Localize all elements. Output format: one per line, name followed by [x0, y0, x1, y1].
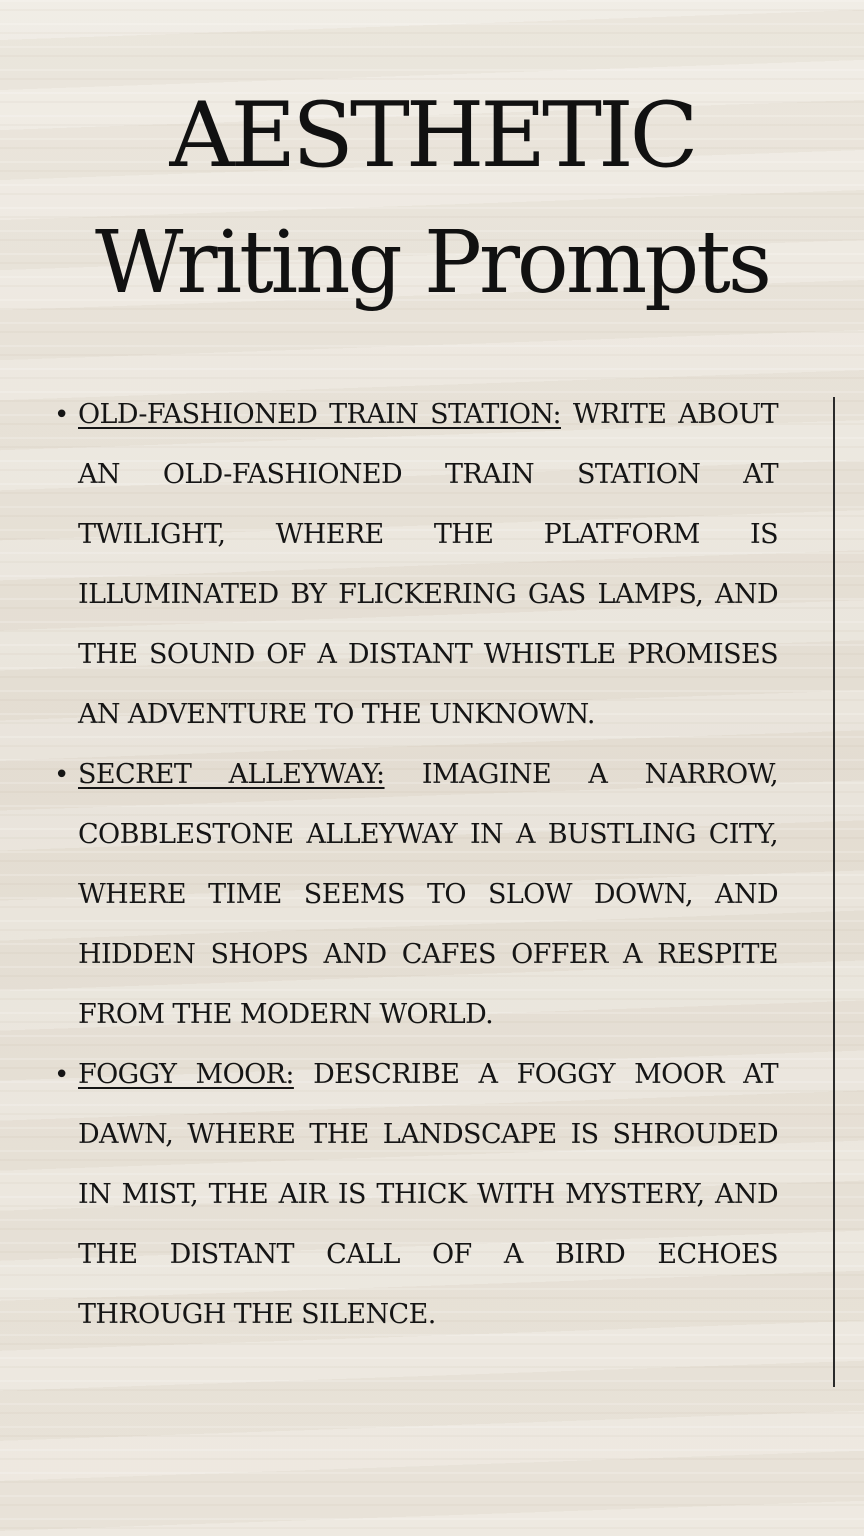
- prompt-heading: OLD-FASHIONED TRAIN STATION:: [78, 399, 561, 430]
- bullet-icon: •: [54, 1060, 69, 1090]
- prompt-heading: FOGGY MOOR:: [78, 1059, 294, 1090]
- prompt-secret-alleyway: [54, 745, 779, 1045]
- bullet-icon: •: [54, 400, 69, 430]
- prompt-heading: SECRET ALLEYWAY:: [78, 759, 385, 790]
- prompt-text: IMAGINE A NARROW, COBBLESTONE ALLEYWAY IN A BUSTLING CITY, WHERE TIME SEEMS TO SLOW DOWN, AND HIDDEN SHOPS AND CAFES OFFER A RESPITE FROM THE MODERN WORLD.: [78, 759, 779, 1030]
- prompt-text: DESCRIBE A FOGGY MOOR AT DAWN, WHERE THE LANDSCAPE IS SHROUDED IN MIST, THE AIR IS THICK WITH MYSTERY, AND THE DISTANT CALL OF A BIRD ECHOES THROUGH THE SILENCE.: [78, 1059, 778, 1330]
- title-aesthetic: AESTHETIC: [169, 83, 695, 188]
- title-writing-prompts: Writing Prompts: [94, 213, 770, 313]
- prompt-foggy-moor: [54, 1045, 778, 1345]
- prompt-train-station: [54, 385, 779, 745]
- vertical-divider: [833, 397, 835, 1387]
- prompt-list: [54, 385, 779, 1345]
- bullet-icon: •: [54, 760, 69, 790]
- prompt-text: WRITE ABOUT AN OLD-FASHIONED TRAIN STATION AT TWILIGHT, WHERE THE PLATFORM IS ILLUMINATED BY FLICKERING GAS LAMPS, AND THE SOUND OF A DISTANT WHISTLE PROMISES AN ADVENTURE TO THE UNKNOWN.: [78, 399, 779, 730]
